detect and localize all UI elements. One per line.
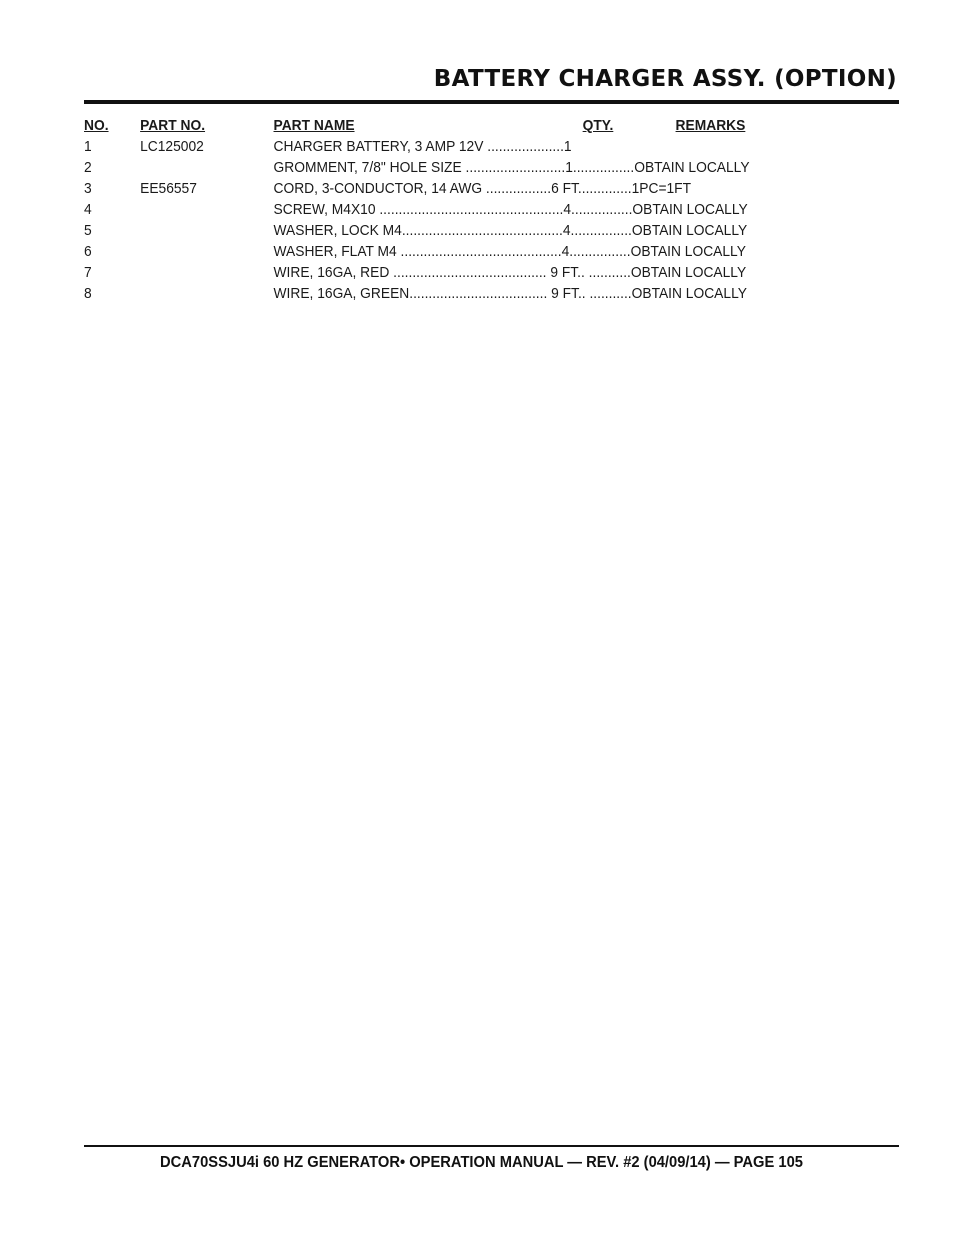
- header-part-no: PART NO.: [140, 117, 206, 134]
- table-row: [84, 158, 765, 179]
- row-line: WIRE, 16GA, GREEN.................................... 9 FT.. ...........OBTAIN LOCALLY: [273, 285, 747, 302]
- row-no: 4: [84, 201, 92, 218]
- footer-rule: [84, 1145, 899, 1147]
- row-no: 5: [84, 222, 92, 239]
- table-row: [84, 263, 765, 284]
- parts-table: [84, 116, 824, 305]
- row-line: CHARGER BATTERY, 3 AMP 12V ....................1: [273, 138, 572, 155]
- row-no: 7: [84, 264, 92, 281]
- header-qty: QTY.: [582, 117, 614, 134]
- page-footer: DCA70SSJU4i 60 HZ GENERATOR• OPERATION MANUAL — REV. #2 (04/09/14) — PAGE 105: [160, 1154, 803, 1171]
- row-line: SCREW, M4X10 ................................................4................OBTAIN LOCALLY: [273, 201, 748, 218]
- row-part-no: LC125002: [140, 138, 204, 155]
- table-row: [84, 200, 765, 221]
- row-line: WIRE, 16GA, RED ........................................ 9 FT.. ...........OBTAIN LOCALLY: [273, 264, 747, 281]
- table-row: [84, 284, 765, 305]
- row-line: WASHER, LOCK M4..........................................4................OBTAIN LOCALLY: [273, 222, 748, 239]
- row-no: 2: [84, 159, 92, 176]
- row-line: WASHER, FLAT M4 ..........................................4................OBTAIN LOCALLY: [273, 243, 746, 260]
- header-no: NO.: [84, 117, 109, 134]
- row-part-no: EE56557: [140, 180, 197, 197]
- header-remarks: REMARKS: [675, 117, 746, 134]
- table-row: [84, 221, 765, 242]
- table-row: [84, 179, 765, 200]
- row-line: CORD, 3-CONDUCTOR, 14 AWG .................6 FT..............1PC=1FT: [273, 180, 692, 197]
- table-header-row: [84, 116, 765, 137]
- table-row: [84, 242, 765, 263]
- row-no: 8: [84, 285, 92, 302]
- title-rule: [84, 100, 899, 104]
- header-part-name: PART NAME: [273, 117, 355, 134]
- page-title: BATTERY CHARGER ASSY. (OPTION): [433, 66, 897, 92]
- row-no: 3: [84, 180, 92, 197]
- row-line: GROMMENT, 7/8" HOLE SIZE ..........................1................OBTAIN LOCALLY: [273, 159, 750, 176]
- row-no: 6: [84, 243, 92, 260]
- table-row: [84, 137, 765, 158]
- row-no: 1: [84, 138, 92, 155]
